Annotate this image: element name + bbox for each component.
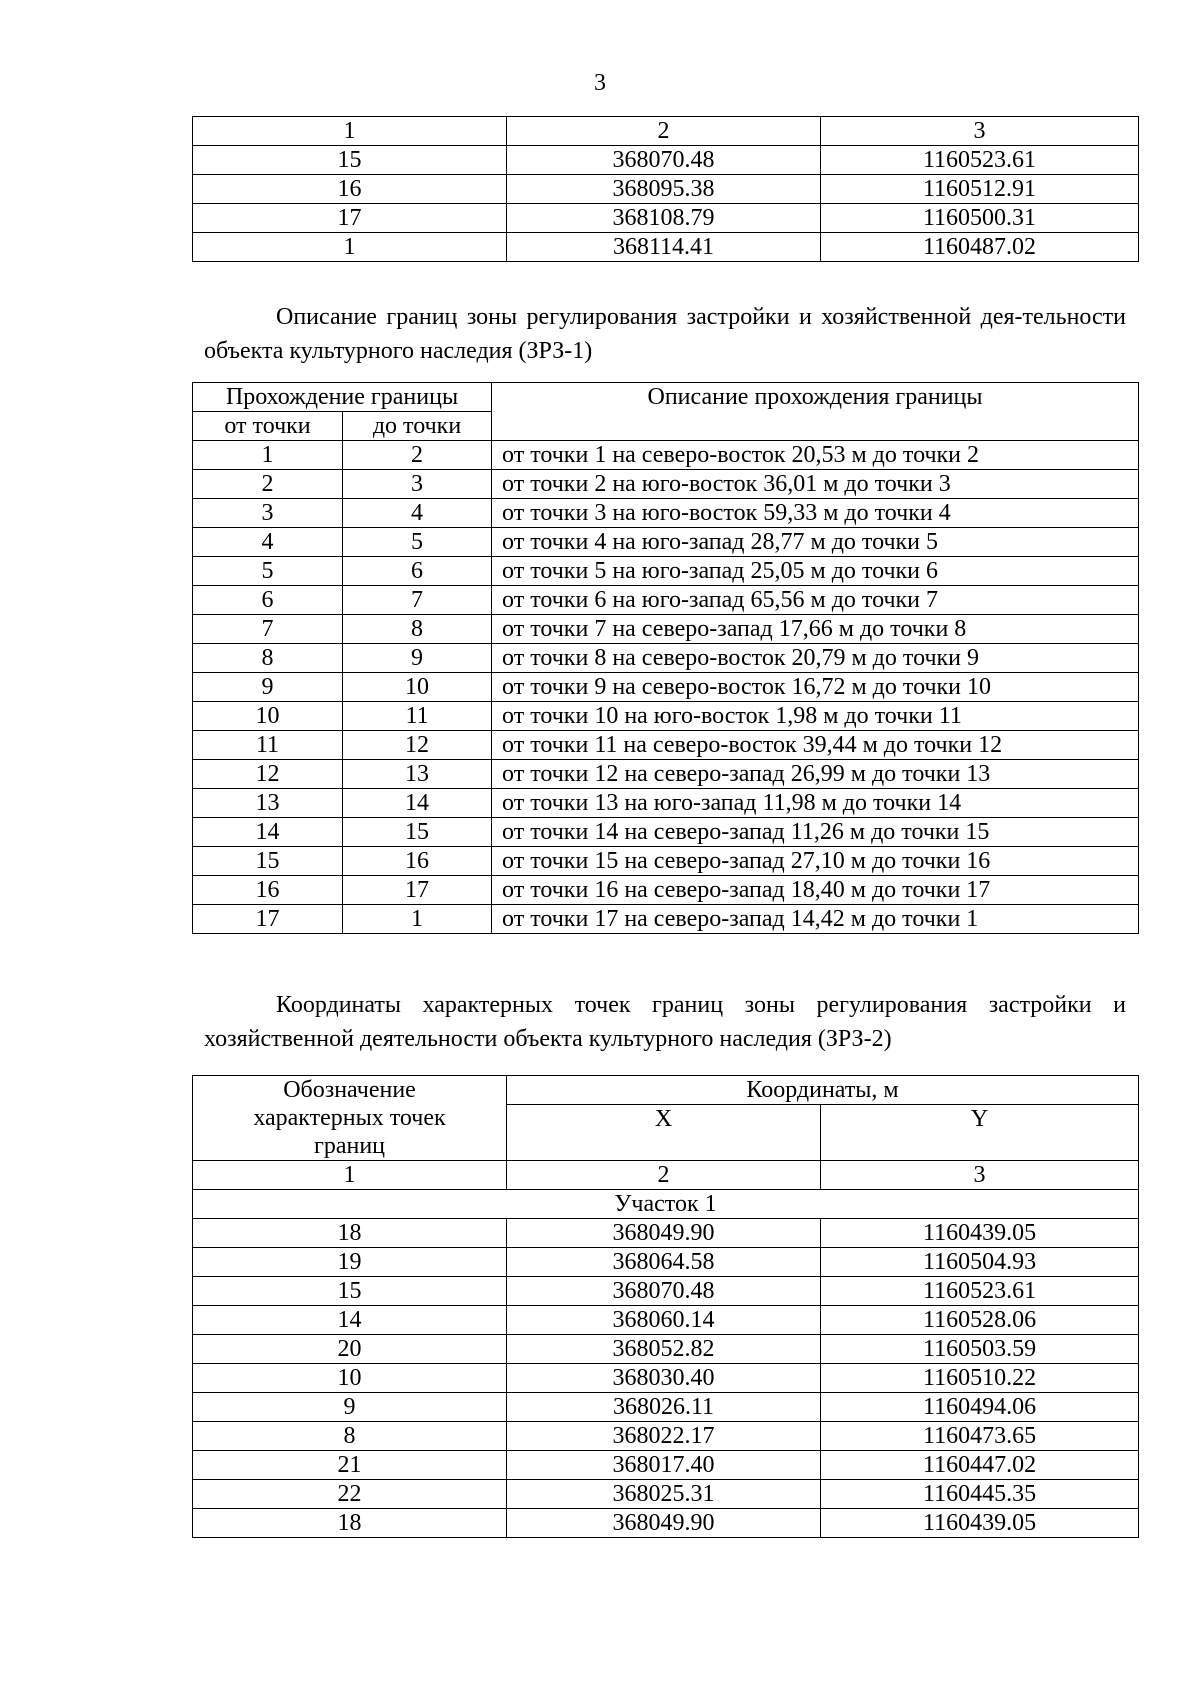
coordinate-x: 368070.48 bbox=[507, 146, 821, 175]
from-point: 4 bbox=[193, 528, 343, 557]
table-row bbox=[193, 175, 1139, 204]
table-row bbox=[193, 233, 1139, 262]
table-row bbox=[193, 1306, 1139, 1335]
coordinate-x: 368049.90 bbox=[507, 1509, 821, 1538]
coordinate-y: 1160510.22 bbox=[821, 1364, 1139, 1393]
table-row bbox=[193, 1480, 1139, 1509]
table-row bbox=[193, 1364, 1139, 1393]
header-boundary-description: Описание прохождения границы bbox=[492, 383, 1139, 441]
coordinate-x: 368114.41 bbox=[507, 233, 821, 262]
from-point: 12 bbox=[193, 760, 343, 789]
point-number: 15 bbox=[193, 146, 507, 175]
boundary-description: от точки 4 на юго-запад 28,77 м до точки 5 bbox=[492, 528, 1139, 557]
to-point: 9 bbox=[343, 644, 492, 673]
boundary-description: от точки 10 на юго-восток 1,98 м до точки 11 bbox=[492, 702, 1139, 731]
boundary-description: от точки 16 на северо-запад 18,40 м до точки 17 bbox=[492, 876, 1139, 905]
coordinate-y: 1160500.31 bbox=[821, 204, 1139, 233]
boundary-description: от точки 9 на северо-восток 16,72 м до точки 10 bbox=[492, 673, 1139, 702]
point-number: 9 bbox=[193, 1393, 507, 1422]
coordinate-x: 368025.31 bbox=[507, 1480, 821, 1509]
boundary-description: от точки 12 на северо-запад 26,99 м до точки 13 bbox=[492, 760, 1139, 789]
boundary-description: от точки 1 на северо-восток 20,53 м до точки 2 bbox=[492, 441, 1139, 470]
to-point: 14 bbox=[343, 789, 492, 818]
point-number: 10 bbox=[193, 1364, 507, 1393]
header-point-designation: Обозначение характерных точек границ bbox=[193, 1076, 507, 1161]
coordinate-y: 1160503.59 bbox=[821, 1335, 1139, 1364]
to-point: 7 bbox=[343, 586, 492, 615]
table-row bbox=[193, 1248, 1139, 1277]
coordinate-x: 368060.14 bbox=[507, 1306, 821, 1335]
table-header-row bbox=[193, 117, 1139, 146]
to-point: 10 bbox=[343, 673, 492, 702]
table-row bbox=[193, 557, 1139, 586]
boundary-description: от точки 14 на северо-запад 11,26 м до точки 15 bbox=[492, 818, 1139, 847]
coordinate-x: 368095.38 bbox=[507, 175, 821, 204]
column-number: 3 bbox=[821, 1161, 1139, 1190]
from-point: 6 bbox=[193, 586, 343, 615]
table-row bbox=[193, 1451, 1139, 1480]
table-row bbox=[193, 146, 1139, 175]
header-to-point: до точки bbox=[343, 412, 492, 441]
table-row bbox=[193, 1335, 1139, 1364]
point-number: 21 bbox=[193, 1451, 507, 1480]
point-number: 18 bbox=[193, 1219, 507, 1248]
table-row bbox=[193, 905, 1139, 934]
zrz1-boundary-description-title: Описание границ зоны регулирования застройки и хозяйственной дея-тельности объекта культурного наследия (ЗРЗ-1) bbox=[204, 304, 1126, 364]
from-point: 10 bbox=[193, 702, 343, 731]
coordinate-y: 1160439.05 bbox=[821, 1219, 1139, 1248]
to-point: 8 bbox=[343, 615, 492, 644]
from-point: 1 bbox=[193, 441, 343, 470]
point-number: 1 bbox=[193, 233, 507, 262]
coordinate-y: 1160473.65 bbox=[821, 1422, 1139, 1451]
point-number: 14 bbox=[193, 1306, 507, 1335]
table-row bbox=[193, 1509, 1139, 1538]
table-row bbox=[193, 499, 1139, 528]
coordinate-y: 1160445.35 bbox=[821, 1480, 1139, 1509]
header-x: X bbox=[507, 1105, 821, 1161]
coordinate-y: 1160523.61 bbox=[821, 146, 1139, 175]
to-point: 16 bbox=[343, 847, 492, 876]
coordinate-y: 1160512.91 bbox=[821, 175, 1139, 204]
coordinate-x: 368022.17 bbox=[507, 1422, 821, 1451]
point-number: 17 bbox=[193, 204, 507, 233]
column-number: 2 bbox=[507, 117, 821, 146]
to-point: 6 bbox=[343, 557, 492, 586]
point-number: 20 bbox=[193, 1335, 507, 1364]
table-row bbox=[193, 1277, 1139, 1306]
from-point: 8 bbox=[193, 644, 343, 673]
coordinate-x: 368052.82 bbox=[507, 1335, 821, 1364]
coordinate-x: 368070.48 bbox=[507, 1277, 821, 1306]
column-number: 1 bbox=[193, 1161, 507, 1190]
coordinate-x: 368064.58 bbox=[507, 1248, 821, 1277]
from-point: 11 bbox=[193, 731, 343, 760]
boundary-description: от точки 17 на северо-запад 14,42 м до точки 1 bbox=[492, 905, 1139, 934]
table-row bbox=[193, 204, 1139, 233]
boundary-description: от точки 11 на северо-восток 39,44 м до точки 12 bbox=[492, 731, 1139, 760]
table-row bbox=[193, 441, 1139, 470]
from-point: 3 bbox=[193, 499, 343, 528]
table-row bbox=[193, 470, 1139, 499]
to-point: 5 bbox=[343, 528, 492, 557]
from-point: 17 bbox=[193, 905, 343, 934]
boundary-description: от точки 13 на юго-запад 11,98 м до точки 14 bbox=[492, 789, 1139, 818]
to-point: 3 bbox=[343, 470, 492, 499]
table-row bbox=[193, 876, 1139, 905]
boundary-description: от точки 6 на юго-запад 65,56 м до точки 7 bbox=[492, 586, 1139, 615]
zrz2-coordinates-title: Координаты характерных точек границ зоны регулирования застройки и хозяйственной деятельности объекта культурного наследия (ЗРЗ-2) bbox=[204, 992, 1126, 1052]
boundary-description: от точки 5 на юго-запад 25,05 м до точки 6 bbox=[492, 557, 1139, 586]
section-row bbox=[193, 1190, 1139, 1219]
to-point: 11 bbox=[343, 702, 492, 731]
point-number: 15 bbox=[193, 1277, 507, 1306]
coordinate-y: 1160447.02 bbox=[821, 1451, 1139, 1480]
coordinate-y: 1160528.06 bbox=[821, 1306, 1139, 1335]
table-row bbox=[193, 644, 1139, 673]
coordinate-y: 1160504.93 bbox=[821, 1248, 1139, 1277]
point-number: 22 bbox=[193, 1480, 507, 1509]
table-row bbox=[193, 789, 1139, 818]
table-row bbox=[193, 615, 1139, 644]
boundary-description: от точки 15 на северо-запад 27,10 м до точки 16 bbox=[492, 847, 1139, 876]
from-point: 2 bbox=[193, 470, 343, 499]
from-point: 14 bbox=[193, 818, 343, 847]
header-boundary-passage: Прохождение границы bbox=[193, 383, 492, 412]
table-row bbox=[193, 528, 1139, 557]
from-point: 5 bbox=[193, 557, 343, 586]
coordinate-x: 368030.40 bbox=[507, 1364, 821, 1393]
coordinate-y: 1160494.06 bbox=[821, 1393, 1139, 1422]
table-row bbox=[193, 702, 1139, 731]
column-number: 3 bbox=[821, 117, 1139, 146]
coordinate-x: 368049.90 bbox=[507, 1219, 821, 1248]
to-point: 12 bbox=[343, 731, 492, 760]
coordinate-y: 1160439.05 bbox=[821, 1509, 1139, 1538]
boundary-description: от точки 8 на северо-восток 20,79 м до точки 9 bbox=[492, 644, 1139, 673]
point-number: 8 bbox=[193, 1422, 507, 1451]
header-coordinates: Координаты, м bbox=[507, 1076, 1139, 1105]
table-row bbox=[193, 1422, 1139, 1451]
boundary-description: от точки 2 на юго-восток 36,01 м до точки 3 bbox=[492, 470, 1139, 499]
page-number: 3 bbox=[594, 70, 606, 96]
from-point: 9 bbox=[193, 673, 343, 702]
table-row bbox=[193, 1219, 1139, 1248]
point-number: 18 bbox=[193, 1509, 507, 1538]
header-from-point: от точки bbox=[193, 412, 343, 441]
coordinates-table-continued bbox=[192, 116, 1139, 262]
to-point: 13 bbox=[343, 760, 492, 789]
table-row bbox=[193, 673, 1139, 702]
coordinate-x: 368026.11 bbox=[507, 1393, 821, 1422]
coordinate-x: 368108.79 bbox=[507, 204, 821, 233]
from-point: 13 bbox=[193, 789, 343, 818]
boundary-description-table bbox=[192, 382, 1139, 934]
to-point: 17 bbox=[343, 876, 492, 905]
column-number: 2 bbox=[507, 1161, 821, 1190]
table-row bbox=[193, 731, 1139, 760]
column-number: 1 bbox=[193, 117, 507, 146]
table-row bbox=[193, 586, 1139, 615]
boundary-description: от точки 7 на северо-запад 17,66 м до точки 8 bbox=[492, 615, 1139, 644]
table-row bbox=[193, 1393, 1139, 1422]
table-row bbox=[193, 847, 1139, 876]
boundary-description: от точки 3 на юго-восток 59,33 м до точки 4 bbox=[492, 499, 1139, 528]
column-numbers-row bbox=[193, 1161, 1139, 1190]
from-point: 16 bbox=[193, 876, 343, 905]
point-number: 19 bbox=[193, 1248, 507, 1277]
to-point: 4 bbox=[343, 499, 492, 528]
coordinate-y: 1160523.61 bbox=[821, 1277, 1139, 1306]
to-point: 15 bbox=[343, 818, 492, 847]
table-row bbox=[193, 818, 1139, 847]
table-row bbox=[193, 760, 1139, 789]
point-number: 16 bbox=[193, 175, 507, 204]
to-point: 1 bbox=[343, 905, 492, 934]
from-point: 7 bbox=[193, 615, 343, 644]
to-point: 2 bbox=[343, 441, 492, 470]
coordinate-y: 1160487.02 bbox=[821, 233, 1139, 262]
from-point: 15 bbox=[193, 847, 343, 876]
zrz2-coordinates-table bbox=[192, 1075, 1139, 1538]
header-y: Y bbox=[821, 1105, 1139, 1161]
section-label: Участок 1 bbox=[193, 1190, 1139, 1219]
coordinate-x: 368017.40 bbox=[507, 1451, 821, 1480]
